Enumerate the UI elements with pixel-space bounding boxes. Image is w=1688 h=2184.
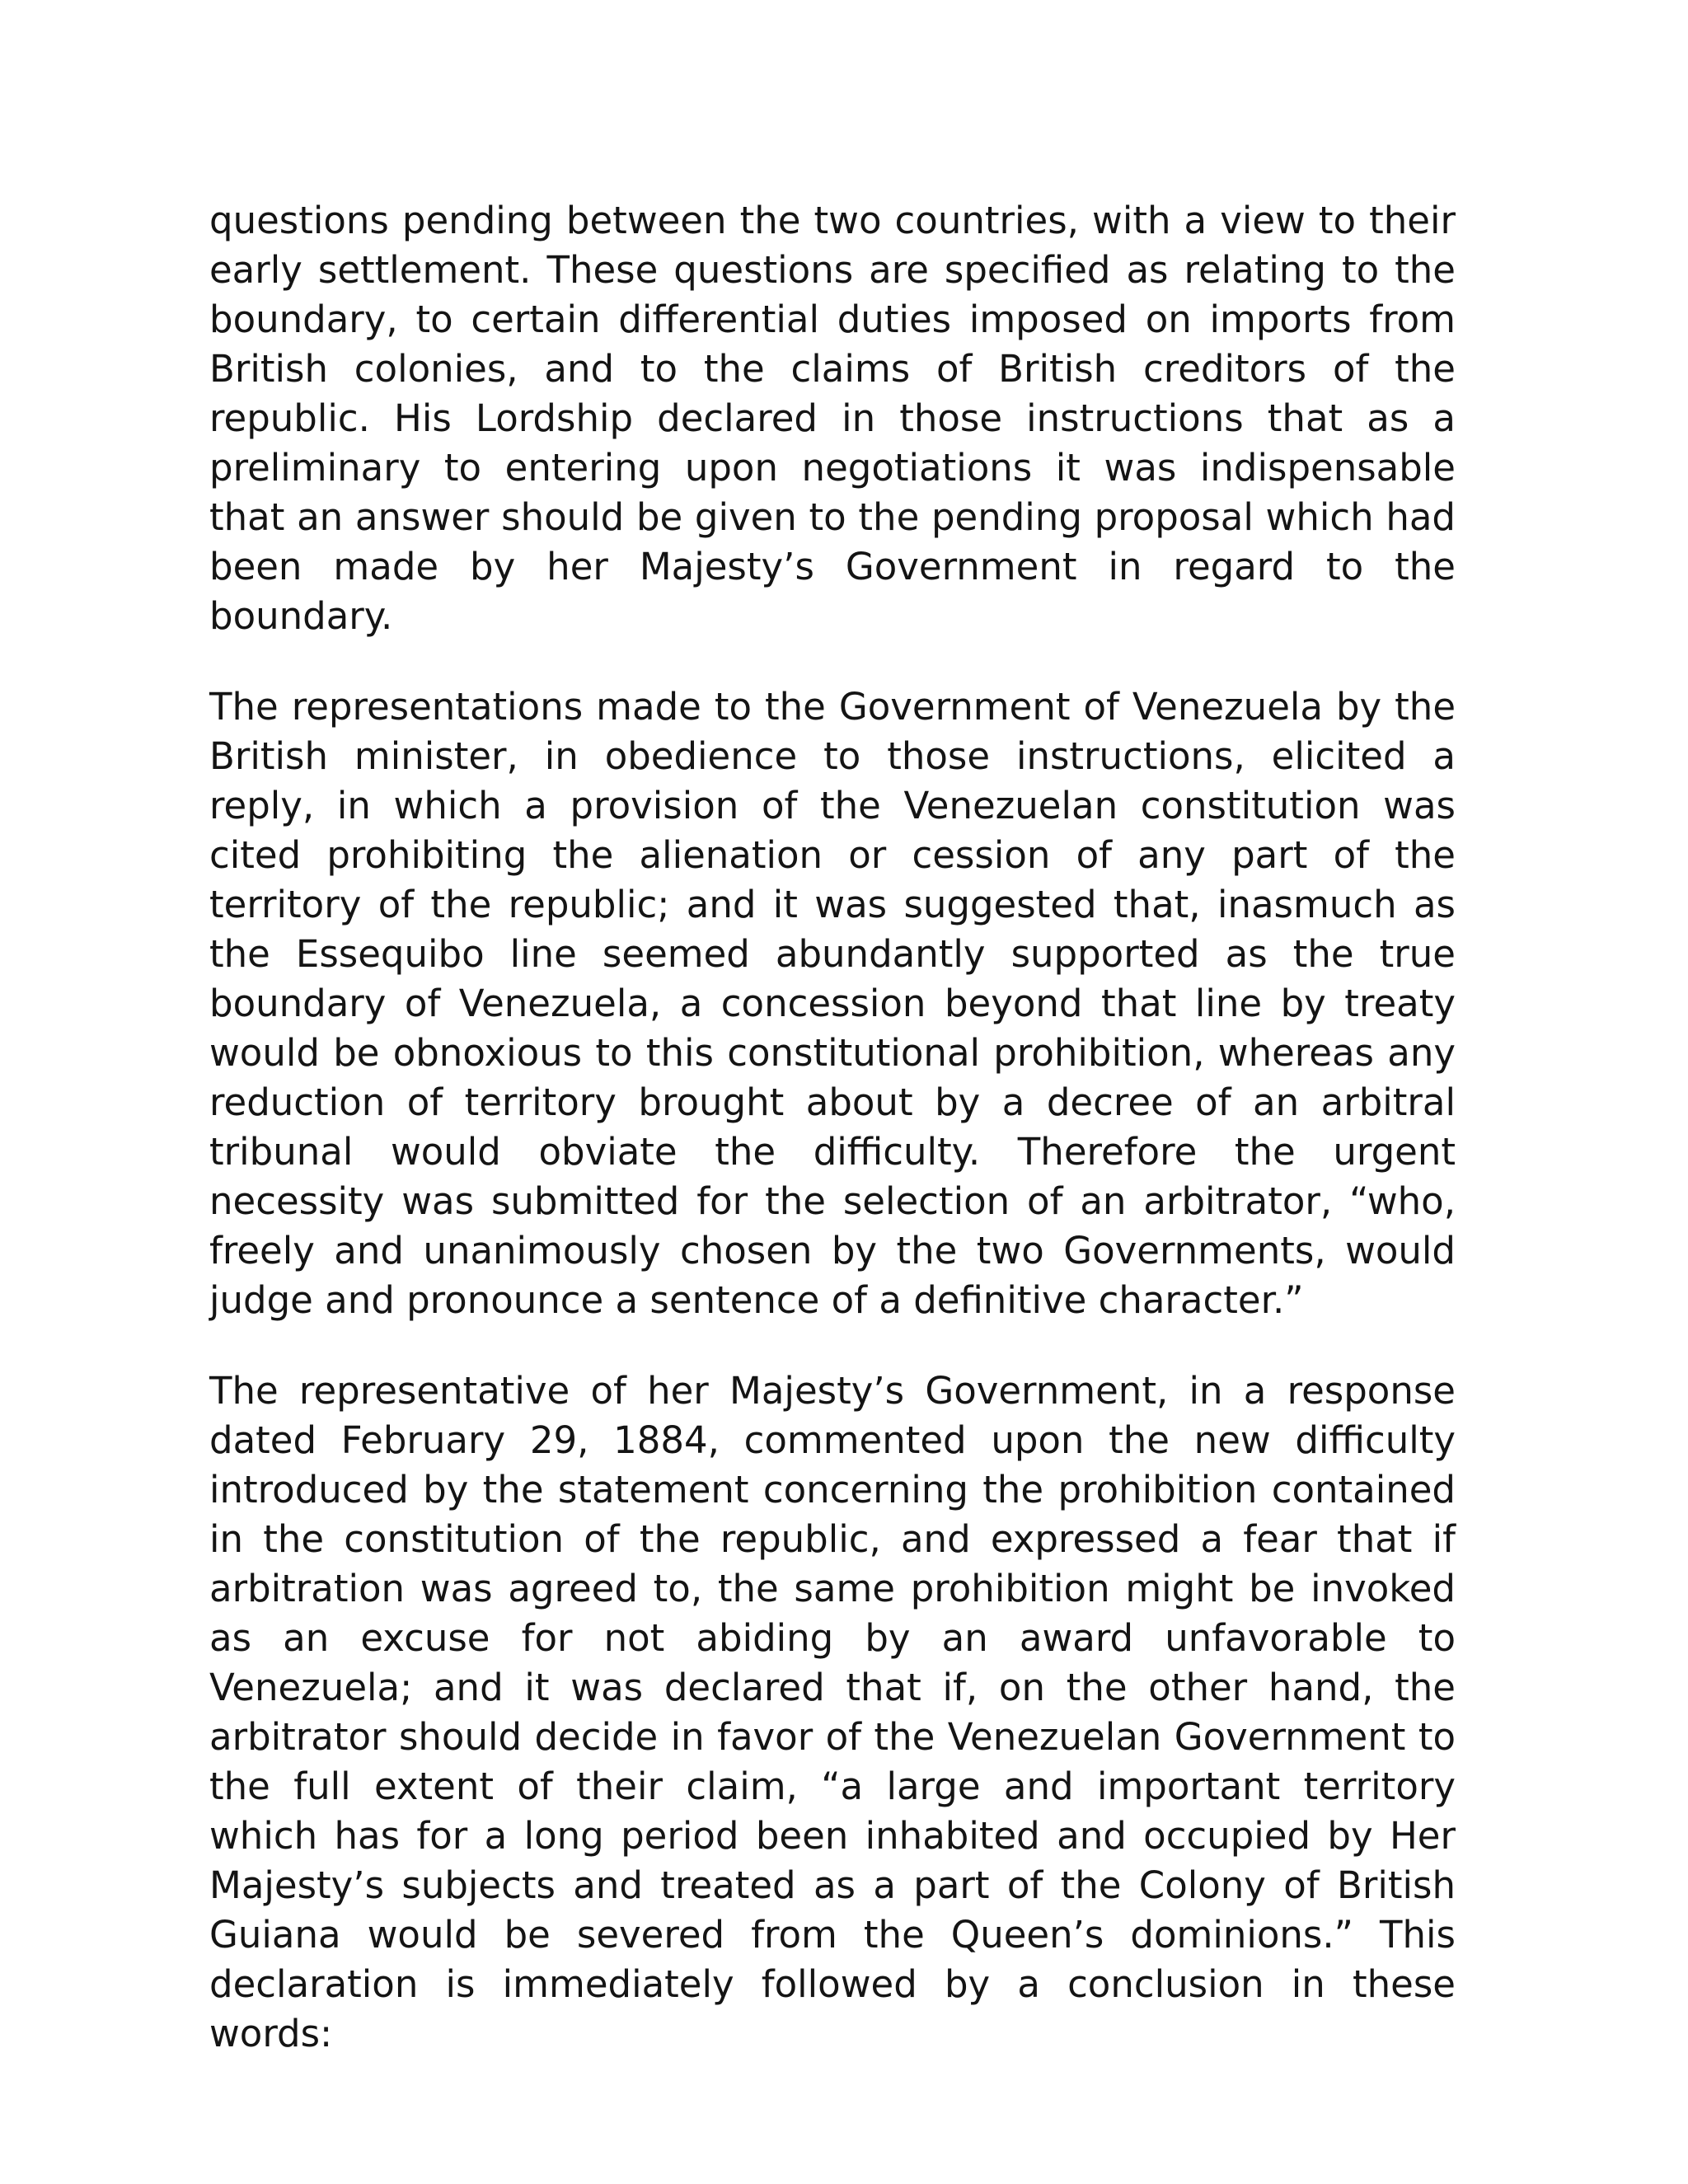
body-text bbox=[209, 196, 1456, 2100]
paragraph-3: The representative of her Majesty’s Government, in a response dated February 29, 1884, commented upon the new difficulty introduced by the statement concerning the prohibition contained in the constitution of the republic, and expressed a fear that if arbitration was agreed to, the same prohibition might be invoked as an excuse for not abiding by an award unfavorable to Venezuela; and it was declared that if, on the other hand, the arbitrator should decide in favor of the Venezuelan Government to the full extent of their claim, “a large and important territory which has for a long period been inhabited and occupied by Her Majesty’s subjects and treated as a part of the Colony of British Guiana would be severed from the Queen’s dominions.” This declaration is immediately followed by a conclusion in these words: bbox=[209, 1369, 1456, 2055]
paragraph-1: questions pending between the two countries, with a view to their early settlement. These questions are specified as relating to the boundary, to certain differential duties imposed on imports from British colonies, and to the claims of British creditors of the republic. His Lordship declared in those instructions that as a preliminary to entering upon negotiations it was indispensable that an answer should be given to the pending proposal which had been made by her Majesty’s Government in regard to the boundary. bbox=[209, 199, 1456, 638]
paragraph-2: The representations made to the Government of Venezuela by the British minister, in obedience to those instructions, elicited a reply, in which a provision of the Venezuelan constitution was cited prohibiting the alienation or cession of any part of the territory of the republic; and it was suggested that, inasmuch as the Essequibo line seemed abundantly supported as the true boundary of Venezuela, a concession beyond that line by treaty would be obnoxious to this constitutional prohibition, whereas any reduction of territory brought about by a decree of an arbitral tribunal would obviate the difficulty. Therefore the urgent necessity was submitted for the selection of an arbitrator, “who, freely and unanimously chosen by the two Governments, would judge and pronounce a sentence of a definitive character.” bbox=[209, 685, 1456, 1322]
